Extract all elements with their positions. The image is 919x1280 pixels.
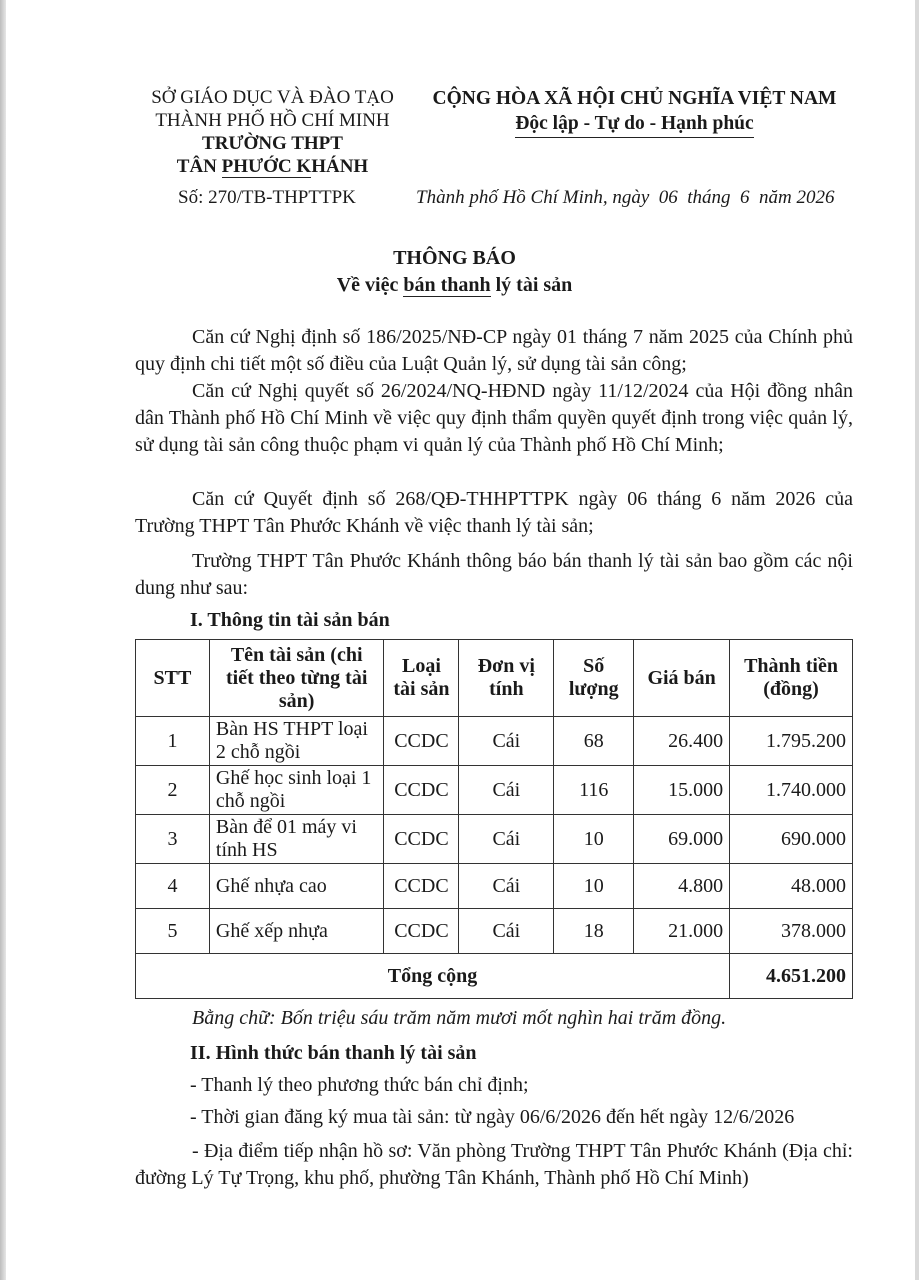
preamble-resolution: Căn cứ Nghị quyết số 26/2024/NQ-HĐND ngày 11/12/2024 của Hội đồng nhân dân Thành phố Hồ Chí Minh về việc quy định thẩm quyền quyết định trong việc quản lý, sử dụng tài sản công thuộc phạm vi quản lý của Thành phố Hồ Chí Minh; — [135, 380, 853, 456]
header-stt: STT — [136, 640, 210, 717]
title-line2-part2: bán thanh — [403, 274, 491, 296]
cell-name: Bàn để 01 máy vi tính HS — [209, 815, 384, 864]
cell-name: Bàn HS THPT loại 2 chỗ ngồi — [209, 717, 384, 766]
table-row — [136, 766, 853, 815]
national-title-block — [412, 86, 857, 138]
issuer-org-line2: THÀNH PHỐ HỒ CHÍ MINH — [155, 110, 390, 131]
cell-price: 69.000 — [634, 815, 730, 864]
table-row — [136, 864, 853, 909]
cell-price: 26.400 — [634, 717, 730, 766]
cell-qty: 18 — [554, 909, 634, 954]
cell-stt: 3 — [136, 815, 210, 864]
cell-type: CCDC — [384, 766, 459, 815]
cell-stt: 2 — [136, 766, 210, 815]
total-value: 4.651.200 — [730, 954, 853, 999]
country-name: CỘNG HÒA XÃ HỘI CHỦ NGHĨA VIỆT NAM — [432, 88, 837, 109]
school-name-line1: TRƯỜNG THPT — [202, 133, 343, 154]
issuer-block — [130, 86, 415, 178]
title-line2-part1: Về việc — [336, 274, 404, 296]
cell-name: Ghế nhựa cao — [209, 864, 384, 909]
cell-price: 15.000 — [634, 766, 730, 815]
cell-type: CCDC — [384, 815, 459, 864]
cell-price: 4.800 — [634, 864, 730, 909]
header-qty: Số lượng — [554, 640, 634, 717]
cell-name: Ghế xếp nhựa — [209, 909, 384, 954]
title-line2 — [0, 272, 909, 299]
cell-total: 48.000 — [730, 864, 853, 909]
cell-qty: 10 — [554, 864, 634, 909]
total-label: Tổng cộng — [136, 954, 730, 999]
submission-location-line: - Địa điểm tiếp nhận hồ sơ: Văn phòng Trường THPT Tân Phước Khánh (Địa chỉ: đường Lý Tự Trọng, khu phố, phường Tân Khánh, Thành phố Hồ Chí Minh) — [135, 1140, 853, 1189]
motto: Độc lập - Tự do - Hạnh phúc — [515, 111, 753, 138]
cell-total: 690.000 — [730, 815, 853, 864]
sale-method-line: - Thanh lý theo phương thức bán chỉ định; — [190, 1074, 529, 1096]
cell-total: 1.740.000 — [730, 766, 853, 815]
table-row — [136, 717, 853, 766]
cell-unit: Cái — [459, 717, 554, 766]
cell-price: 21.000 — [634, 909, 730, 954]
cell-qty: 10 — [554, 815, 634, 864]
cell-type: CCDC — [384, 717, 459, 766]
document-title — [0, 245, 909, 299]
cell-unit: Cái — [459, 815, 554, 864]
title-line1: THÔNG BÁO — [393, 247, 516, 269]
header-price: Giá bán — [634, 640, 730, 717]
asset-table — [135, 639, 853, 999]
preamble-decision: Căn cứ Quyết định số 268/QĐ-THHPTTPK ngày 06 tháng 6 năm 2026 của Trường THPT Tân Phước Khánh về việc thanh lý tài sản; — [135, 488, 853, 537]
cell-total: 378.000 — [730, 909, 853, 954]
school-name-part2: PHƯỚC K — [221, 156, 312, 177]
cell-type: CCDC — [384, 909, 459, 954]
section1-heading: I. Thông tin tài sản bán — [190, 609, 390, 631]
table-row — [136, 909, 853, 954]
header-name: Tên tài sản (chi tiết theo từng tài sản) — [209, 640, 384, 717]
cell-total: 1.795.200 — [730, 717, 853, 766]
cell-unit: Cái — [459, 766, 554, 815]
school-name-line2 — [130, 155, 415, 178]
school-name-part1: TÂN — [176, 156, 222, 177]
cell-qty: 116 — [554, 766, 634, 815]
header-unit: Đơn vị tính — [459, 640, 554, 717]
issuer-org-line1: SỞ GIÁO DỤC VÀ ĐÀO TẠO — [151, 87, 394, 108]
header-type: Loại tài sản — [384, 640, 459, 717]
cell-qty: 68 — [554, 717, 634, 766]
amount-in-words: Bằng chữ: Bốn triệu sáu trăm năm mươi mốt nghìn hai trăm đồng. — [192, 1007, 727, 1029]
cell-stt: 5 — [136, 909, 210, 954]
table-total-row — [136, 954, 853, 999]
cell-unit: Cái — [459, 864, 554, 909]
section2-heading: II. Hình thức bán thanh lý tài sản — [190, 1042, 477, 1064]
preamble-decree: Căn cứ Nghị định số 186/2025/NĐ-CP ngày 01 tháng 7 năm 2025 của Chính phủ quy định chi tiết một số điều của Luật Quản lý, sử dụng tài sản công; — [135, 326, 853, 375]
document-date: Thành phố Hồ Chí Minh, ngày 06 tháng 6 năm 2026 — [416, 187, 835, 208]
cell-stt: 4 — [136, 864, 210, 909]
cell-type: CCDC — [384, 864, 459, 909]
title-line2-part3: lý tài sản — [490, 274, 573, 296]
table-header-row — [136, 640, 853, 717]
school-name-part3: HÁNH — [311, 156, 369, 177]
document-number: Số: 270/TB-THPTTPK — [178, 187, 356, 208]
header-total: Thành tiền (đồng) — [730, 640, 853, 717]
table-row — [136, 815, 853, 864]
preamble-announcement: Trường THPT Tân Phước Khánh thông báo bán thanh lý tài sản bao gồm các nội dung như sau: — [135, 550, 853, 599]
cell-unit: Cái — [459, 909, 554, 954]
cell-stt: 1 — [136, 717, 210, 766]
cell-name: Ghế học sinh loại 1 chỗ ngồi — [209, 766, 384, 815]
registration-period-line: - Thời gian đăng ký mua tài sản: từ ngày 06/6/2026 đến hết ngày 12/6/2026 — [190, 1106, 795, 1128]
